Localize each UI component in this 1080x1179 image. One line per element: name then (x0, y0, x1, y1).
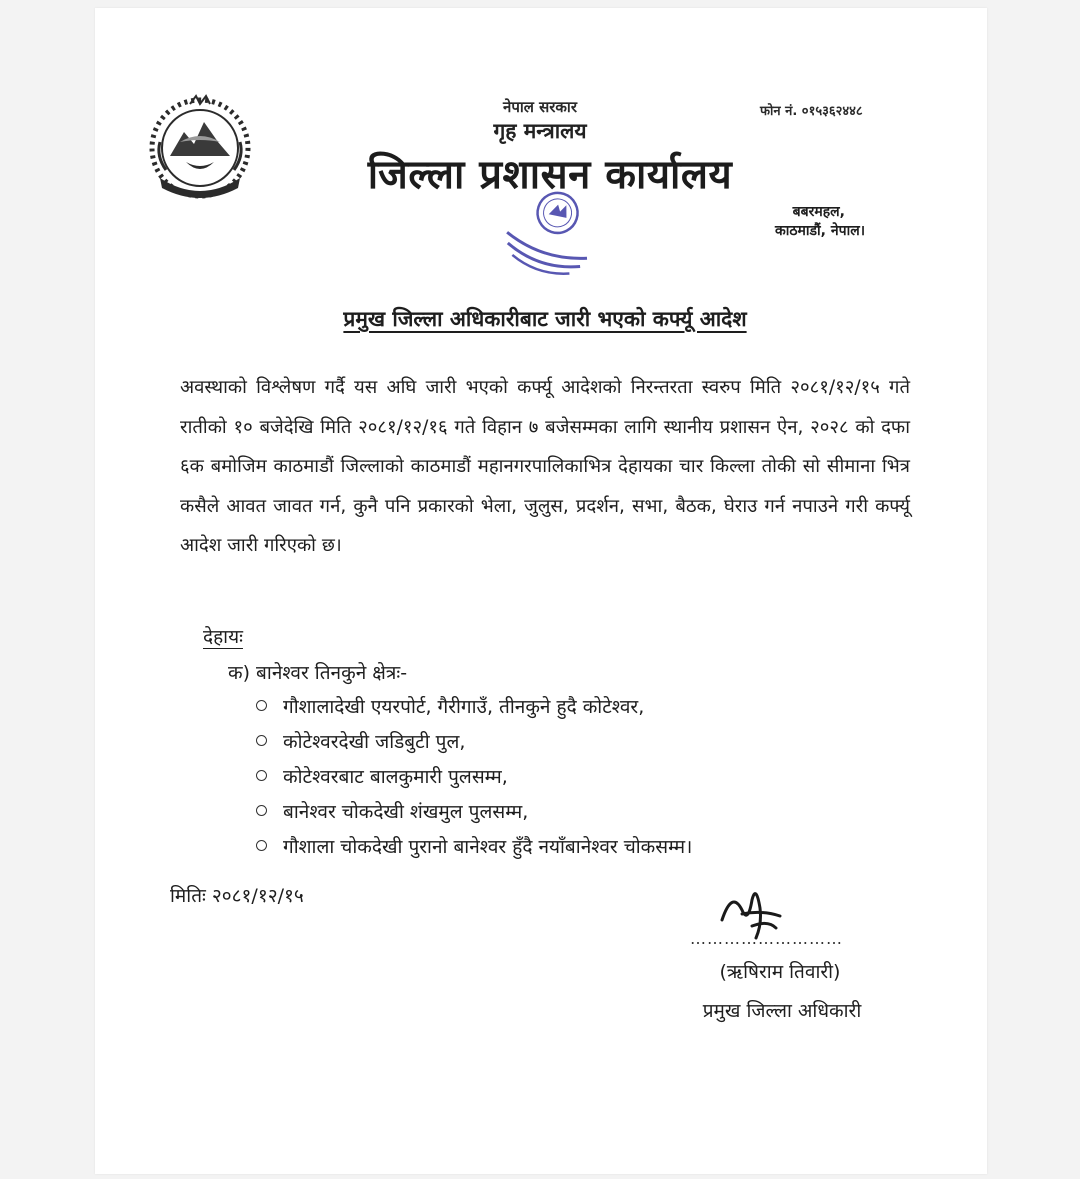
address-line-2: काठमाडौं, नेपाल। (775, 223, 865, 239)
issue-date: मितिः २०८१/१२/१५ (170, 885, 304, 907)
signature-line: ……………………… (690, 929, 843, 948)
area-list (256, 690, 692, 865)
bullet-icon (256, 735, 267, 746)
signatory-title: प्रमुख जिल्ला अधिकारी (702, 1000, 862, 1022)
order-body: अवस्थाको विश्लेषण गर्दै यस अघि जारी भएको कर्फ्यू आदेशको निरन्तरता स्वरुप मिति २०८१/१२/१५ गते रातीको १० बजेदेखि मिति २०८१/१२/१६ गते विहान ७ बजेसम्मका लागि स्थानीय प्रशासन ऐन, २०२८ को दफा ६क बमोजिम काठमाडौं जिल्लाको काठमाडौं महानगरपालिकाभित्र देहायका चार किल्ला तोकी सो सीमाना भित्र कसैले आवत जावत गर्न, कुनै पनि प्रकारको भेला, जुलुस, प्रदर्शन, सभा, बैठक, घेराउ गर्न नपाउने गरी कर्फ्यू आदेश जारी गरिएको छ। (180, 377, 910, 556)
list-item: कोटेश्वरदेखी जडिबुटी पुल, (256, 725, 692, 760)
address-line-1: बबरमहल, (792, 204, 845, 220)
list-item: कोटेश्वरबाट बालकुमारी पुलसम्म, (256, 760, 692, 795)
bullet-icon (256, 840, 267, 851)
bullet-icon (256, 700, 267, 711)
list-item: बानेश्वर चोकदेखी शंखमुल पुलसम्म, (256, 795, 692, 830)
signatory-name: (ऋषिराम तिवारी) (719, 961, 841, 983)
bullet-icon (256, 770, 267, 781)
ministry-name: गृह मन्त्रालय (493, 119, 587, 143)
list-item: गौशाला चोकदेखी पुरानो बानेश्वर हुँदै नयाँबानेश्वर चोकसम्म। (256, 830, 692, 865)
office-name: जिल्ला प्रशासन कार्यालय (367, 152, 733, 198)
document-title: प्रमुख जिल्ला अधिकारीबाट जारी भएको कर्फ्यू आदेश (343, 307, 747, 331)
area-heading: क) बानेश्वर तिनकुने क्षेत्रः- (228, 662, 408, 684)
phone-number: फोन नं. ०१५३६२४४८ (760, 104, 863, 119)
nepal-emblem-icon (140, 92, 260, 204)
bullet-icon (256, 805, 267, 816)
dehay-label: देहायः (203, 626, 243, 648)
official-stamp (500, 182, 604, 278)
list-item: गौशालादेखी एयरपोर्ट, गैरीगाउँ, तीनकुने हुदै कोटेश्वर, (256, 690, 692, 725)
government-name: नेपाल सरकार (503, 98, 577, 116)
